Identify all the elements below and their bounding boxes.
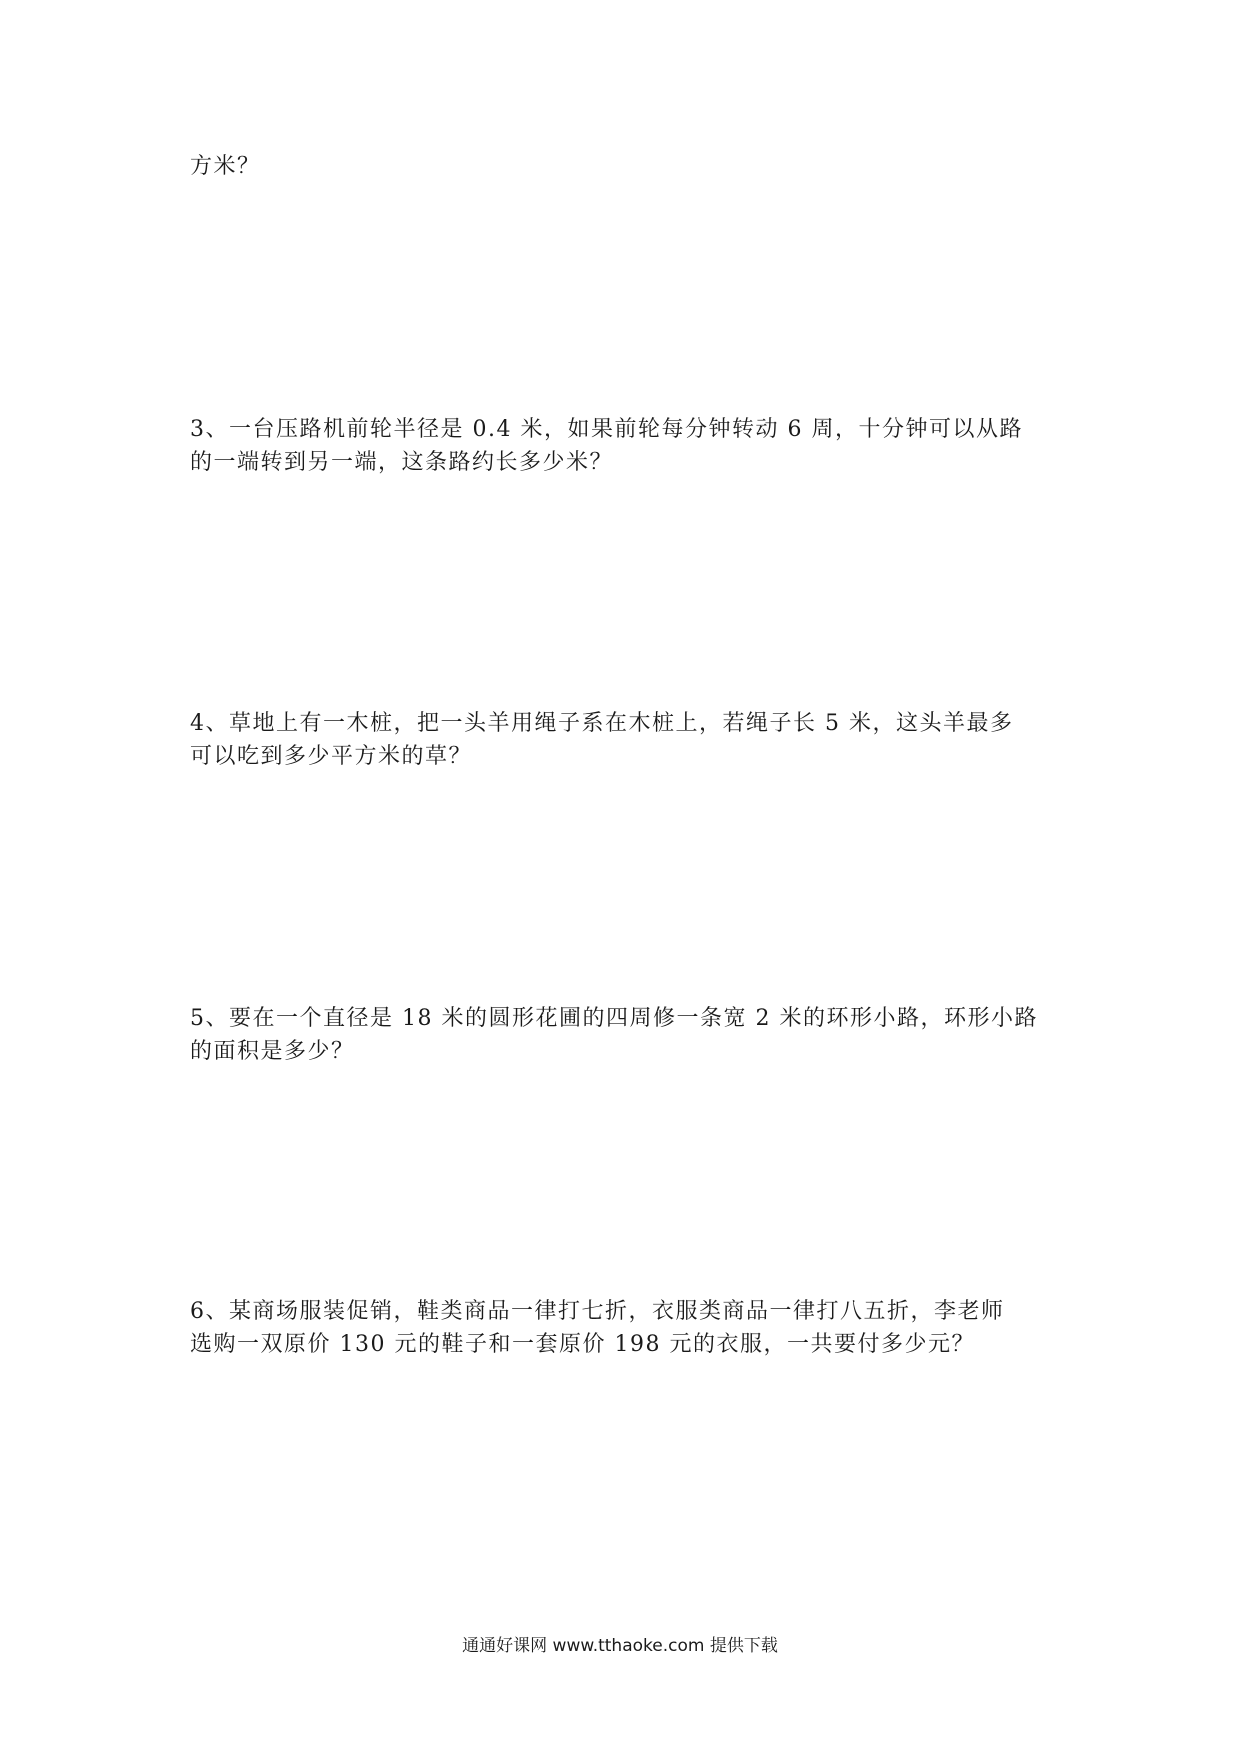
question-5-line-2: 的面积是多少？	[190, 1039, 355, 1064]
question-3-line-2: 的一端转到另一端，这条路约长多少米？	[190, 450, 614, 475]
question-3-line-1: 3、一台压路机前轮半径是 0.4 米，如果前轮每分钟转动 6 周，十分钟可以从路	[190, 417, 1023, 442]
question-6-line-2: 选购一双原价 130 元的鞋子和一套原价 198 元的衣服，一共要付多少元？	[190, 1332, 975, 1357]
question-continuation: 方米？	[190, 154, 261, 179]
page-footer: 通通好课网 www.tthaoke.com 提供下载	[462, 1636, 778, 1656]
question-4-line-1: 4、草地上有一木桩，把一头羊用绳子系在木桩上，若绳子长 5 米，这头羊最多	[190, 711, 1014, 736]
question-4-line-2: 可以吃到多少平方米的草？	[190, 744, 473, 769]
question-6-line-1: 6、某商场服装促销，鞋类商品一律打七折，衣服类商品一律打八五折，李老师	[190, 1299, 1005, 1324]
question-5-line-1: 5、要在一个直径是 18 米的圆形花圃的四周修一条宽 2 米的环形小路，环形小路	[190, 1006, 1038, 1031]
